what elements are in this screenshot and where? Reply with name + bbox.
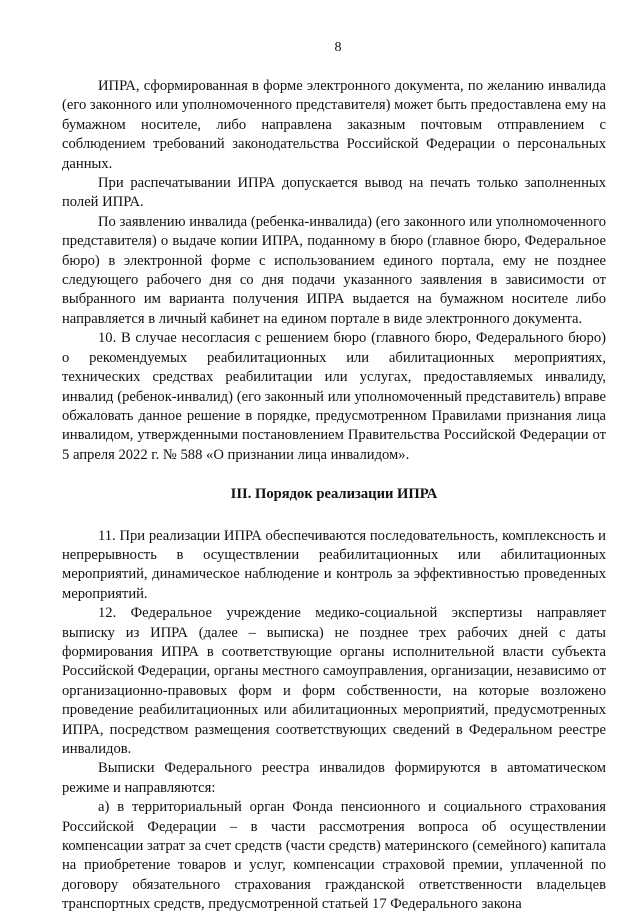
paragraph-12-extract: 12. Федеральное учреждение медико-социальной экспертизы направляет выписку из ИПРА (далее – выписка) не позднее трех рабочих дней с даты формирования ИПРА в соответствующие органы исполнительной власти субъекта Российской Федерации, органы местного самоуправления, организации, независимо от организационно-правовых форм и форм собственности, на которые возложено проведение реабилитационных или абилитационных мероприятий, предусмотренных ИПРА, посредством размещения соответствующих сведений в Федеральном реестре инвалидов. [62, 605, 606, 757]
paragraph-registry-extracts: Выписки Федерального реестра инвалидов формируются в автоматическом режиме и направляются: [62, 760, 606, 796]
paragraph-ipra-printing: При распечатывании ИПРА допускается вывод на печать только заполненных полей ИПРА. [62, 175, 606, 211]
page-number: 8 [334, 40, 342, 55]
paragraph-ipra-electronic-form: ИПРА, сформированная в форме электронного документа, по желанию инвалида (его законного или уполномоченного представителя) может быть предоставлена ему на бумажном носителе, либо направлена заказным почтовым отправлением с соблюдением требований законодательства Российской Федерации о персональных данных. [62, 78, 606, 172]
paragraph-10-appeal: 10. В случае несогласия с решением бюро (главного бюро, Федерального бюро) о рекомендуемых реабилитационных или абилитационных мероприятиях, технических средствах реабилитации или услугах, предоставляемых инвалиду, инвалид (ребенок-инвалид) (его законный или уполномоченный представитель) вправе обжаловать данное решение в порядке, предусмотренном Правилами признания лица инвалидом, утвержденными постановлением Правительства Российской Федерации от 5 апреля 2022 г. № 588 «О признании лица инвалидом». [62, 330, 606, 463]
paragraph-11-implementation: 11. При реализации ИПРА обеспечиваются последовательность, комплексность и непрерывность в осуществлении реабилитационных или абилитационных мероприятий, динамическое наблюдение и контроль за эффективностью проведенных мероприятий. [62, 527, 606, 602]
paragraph-ipra-copy-request: По заявлению инвалида (ребенка-инвалида) (его законного или уполномоченного представителя) о выдаче копии ИПРА, поданному в бюро (главное бюро, Федеральное бюро) в электронной форме с использованием единого портала, ему не позднее следующего рабочего дня со дня подачи указанного заявления в зависимости от выбранного им варианта получения ИПРА выдается на бумажном носителе либо направляется в личный кабинет на едином портале в виде электронного документа. [62, 213, 606, 327]
paragraph-item-a: а) в территориальный орган Фонда пенсионного и социального страхования Российской Федерации – в части рассмотрения вопроса об осуществлении компенсации затрат за счет средств (части средств) материнского (семейного) капитала на приобретение товаров и услуг, компенсации страховой премии, уплаченной по договору обязательного страхования гражданской ответственности владельцев транспортных средств, предусмотренной статьей 17 Федерального закона [62, 799, 606, 913]
section-heading: III. Порядок реализации ИПРА [230, 486, 438, 503]
